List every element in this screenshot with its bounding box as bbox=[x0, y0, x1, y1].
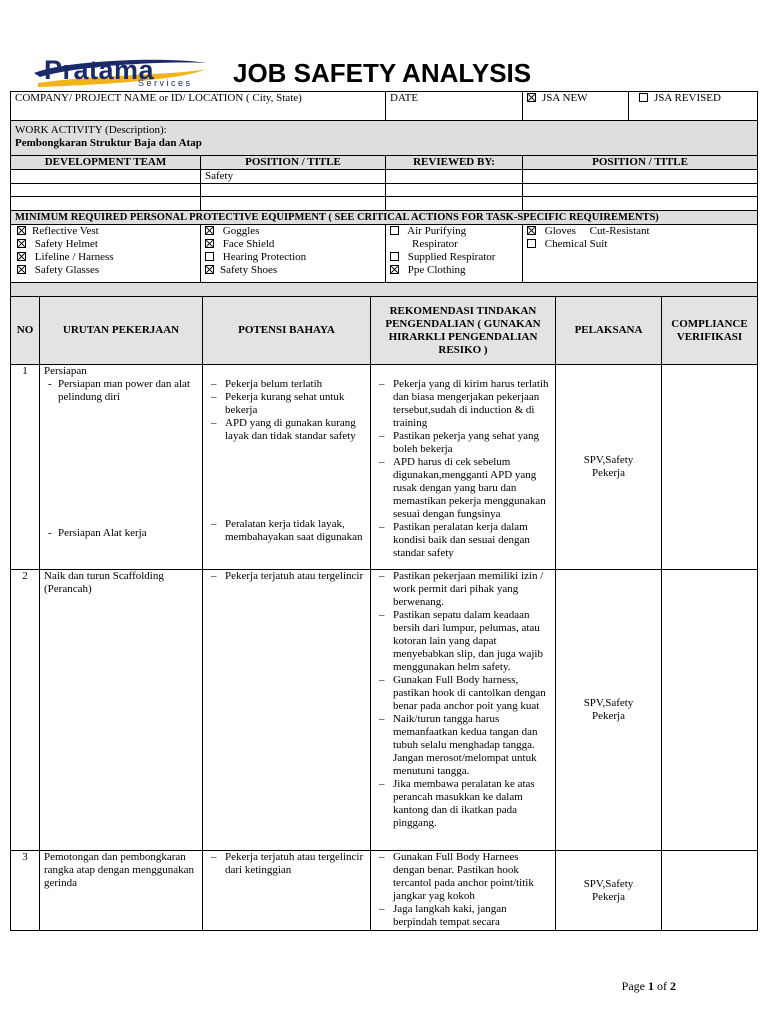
ppe-item[interactable]: Supplied Respirator bbox=[390, 251, 518, 264]
row-number: 1 bbox=[11, 365, 40, 570]
step-cell: Pemotongan dan pembongkaran rangka atap dengan menggunakan gerinda bbox=[40, 851, 203, 931]
reviewer-position-cell[interactable] bbox=[523, 184, 758, 197]
work-activity-value: Pembongkaran Struktur Baja dan Atap bbox=[15, 137, 202, 149]
ppe-item[interactable]: Hearing Protection bbox=[205, 251, 381, 264]
ppe-item-continued: Respirator bbox=[412, 238, 458, 250]
ppe-column-3 bbox=[386, 225, 523, 283]
col-no: NO bbox=[11, 297, 40, 365]
ppe-item[interactable]: Safety Glasses bbox=[17, 264, 196, 277]
ppe-item[interactable]: Reflective Vest bbox=[17, 225, 196, 238]
ppe-column-4 bbox=[523, 225, 758, 283]
checkbox-checked[interactable] bbox=[205, 226, 214, 235]
reviewer-cell[interactable] bbox=[386, 197, 523, 211]
table-row bbox=[11, 570, 758, 851]
pelaksana-cell: SPV,Safety Pekerja bbox=[556, 570, 662, 851]
table-row bbox=[11, 365, 758, 570]
row-number: 3 bbox=[11, 851, 40, 931]
step-cell: Naik dan turun Scaffolding (Perancah) bbox=[40, 570, 203, 851]
compliance-cell[interactable] bbox=[662, 851, 758, 931]
position-cell[interactable] bbox=[201, 184, 386, 197]
reviewer-position-cell[interactable] bbox=[523, 197, 758, 211]
ppe-item[interactable]: Air Purifying bbox=[390, 225, 518, 238]
position-cell[interactable]: Safety bbox=[201, 170, 386, 184]
col-compliance: COMPLIANCE VERIFIKASI bbox=[662, 297, 758, 365]
checkbox-checked[interactable] bbox=[205, 265, 214, 274]
page-number: Page 1 of 2 bbox=[621, 979, 676, 993]
ppe-item[interactable]: Ppe Clothing bbox=[390, 264, 518, 277]
col-pelaksana: PELAKSANA bbox=[556, 297, 662, 365]
table-row bbox=[11, 851, 758, 931]
checkbox-checked[interactable] bbox=[17, 239, 26, 248]
dev-team-header: DEVELOPMENT TEAM bbox=[11, 156, 201, 170]
checkbox-checked[interactable] bbox=[17, 252, 26, 261]
company-label: COMPANY/ PROJECT NAME or ID/ LOCATION ( City, State) bbox=[11, 92, 386, 121]
ppe-item[interactable]: Chemical Suit bbox=[527, 238, 753, 251]
control-cell: – Pekerja yang di kirim harus terlatih dan biasa mengerjakan pekerjaan tersebut,sudah di induction & di training – Pastikan pekerja yang sehat yang boleh bekerja – APD harus di cek sebelum digunakan,mengganti APD yang rusak dengan yang baru dan memastikan pekerja menggunakan sesuai dengan fungsinya – Pastikan peralatan kerja dalam kondisi baik dan sesuai dengan standar safety bbox=[371, 365, 556, 570]
pelaksana-cell: SPV,Safety Pekerja bbox=[556, 851, 662, 931]
checkbox-checked[interactable] bbox=[390, 265, 399, 274]
logo-subtitle: Services bbox=[138, 78, 193, 88]
reviewer-cell[interactable] bbox=[386, 184, 523, 197]
team-cell[interactable] bbox=[11, 184, 201, 197]
checkbox-checked[interactable] bbox=[205, 239, 214, 248]
control-cell: – Pastikan pekerjaan memiliki izin / work permit dari pihak yang berwenang. – Pastikan sepatu dalam keadaan bersih dari lumpur, pelumas, atau kotoran lain yang dapat menyebabkan slip, dan juga wajib menggunakan helm safety. – Gunakan Full Body harness, pastikan hook di cantolkan dengan benar pada anchor poit yang kuat – Naik/turun tangga harus memanfaatkan kedua tangan dan tubuh selalu menghadap tangga. Jangan merosot/melompat untuk menutuni tangga. – Jika membawa peralatan ke atas perancah masukkan ke dalam kantong dan di ikatkan pada pinggang. bbox=[371, 570, 556, 851]
control-cell: – Gunakan Full Body Harnees dengan benar. Pastikan hook tercantol pada anchor point/titik jangkar yag kokoh – Jaga langkah kaki, jangan berpindah tempat secara bbox=[371, 851, 556, 931]
hazard-cell: – Pekerja belum terlatih – Pekerja kurang sehat untuk bekerja – APD yang di gunakan kurang layak dan tidak standar safety – Peralatan kerja tidak layak, membahayakan saat digunakan bbox=[203, 365, 371, 570]
jsa-steps-table bbox=[10, 296, 758, 931]
jsa-revised-field[interactable]: JSA REVISED bbox=[629, 92, 758, 121]
team-cell[interactable] bbox=[11, 197, 201, 211]
ppe-item[interactable]: Face Shield bbox=[205, 238, 381, 251]
checkbox-unchecked[interactable] bbox=[527, 239, 536, 248]
jsa-new-checkbox[interactable] bbox=[527, 93, 536, 102]
checkbox-unchecked[interactable] bbox=[390, 226, 399, 235]
ppe-item[interactable]: Gloves Cut-Resistant bbox=[527, 225, 753, 238]
jsa-header-table bbox=[10, 91, 758, 298]
jsa-revised-checkbox[interactable] bbox=[639, 93, 648, 102]
logo-name: Pratama bbox=[44, 55, 155, 85]
col-rekomendasi: REKOMENDASI TINDAKAN PENGENDALIAN ( GUNAKAN HIRARKLI PENGENDALIAN RESIKO ) bbox=[371, 297, 556, 365]
ppe-item[interactable]: Safety Helmet bbox=[17, 238, 196, 251]
ppe-item[interactable]: Lifeline / Harness bbox=[17, 251, 196, 264]
hazard-cell: – Pekerja terjatuh atau tergelincir bbox=[203, 570, 371, 851]
checkbox-unchecked[interactable] bbox=[390, 252, 399, 261]
page-title: JOB SAFETY ANALYSIS bbox=[233, 58, 532, 88]
step-cell: Persiapan - Persiapan man power dan alat pelindung diri - Persiapan Alat kerja bbox=[40, 365, 203, 570]
company-logo bbox=[30, 55, 210, 93]
reviewer-position-cell[interactable] bbox=[523, 170, 758, 184]
ppe-item[interactable]: Safety Shoes bbox=[205, 264, 381, 277]
checkbox-checked[interactable] bbox=[17, 265, 26, 274]
hazard-cell: – Pekerja terjatuh atau tergelincir dari ketinggian bbox=[203, 851, 371, 931]
ppe-column-2 bbox=[201, 225, 386, 283]
ppe-column-1 bbox=[11, 225, 201, 283]
position-header-1: POSITION / TITLE bbox=[201, 156, 386, 170]
jsa-new-field[interactable]: JSA NEW bbox=[523, 92, 629, 121]
position-header-2: POSITION / TITLE bbox=[523, 156, 758, 170]
checkbox-checked[interactable] bbox=[527, 226, 536, 235]
work-activity-label: WORK ACTIVITY (Description): bbox=[15, 124, 167, 136]
position-cell[interactable] bbox=[201, 197, 386, 211]
reviewer-cell[interactable] bbox=[386, 170, 523, 184]
pelaksana-cell: SPV,Safety Pekerja bbox=[556, 365, 662, 570]
date-label: DATE bbox=[386, 92, 523, 121]
checkbox-unchecked[interactable] bbox=[205, 252, 214, 261]
col-potensi: POTENSI BAHAYA bbox=[203, 297, 371, 365]
work-activity bbox=[11, 121, 758, 156]
reviewed-by-header: REVIEWED BY: bbox=[386, 156, 523, 170]
ppe-title: MINIMUM REQUIRED PERSONAL PROTECTIVE EQUIPMENT ( SEE CRITICAL ACTIONS FOR TASK-SPECIFIC REQUIREMENTS) bbox=[11, 211, 758, 225]
checkbox-checked[interactable] bbox=[17, 226, 26, 235]
row-number: 2 bbox=[11, 570, 40, 851]
col-urutan: URUTAN PEKERJAAN bbox=[40, 297, 203, 365]
ppe-item[interactable]: Goggles bbox=[205, 225, 381, 238]
team-cell[interactable] bbox=[11, 170, 201, 184]
compliance-cell[interactable] bbox=[662, 365, 758, 570]
compliance-cell[interactable] bbox=[662, 570, 758, 851]
